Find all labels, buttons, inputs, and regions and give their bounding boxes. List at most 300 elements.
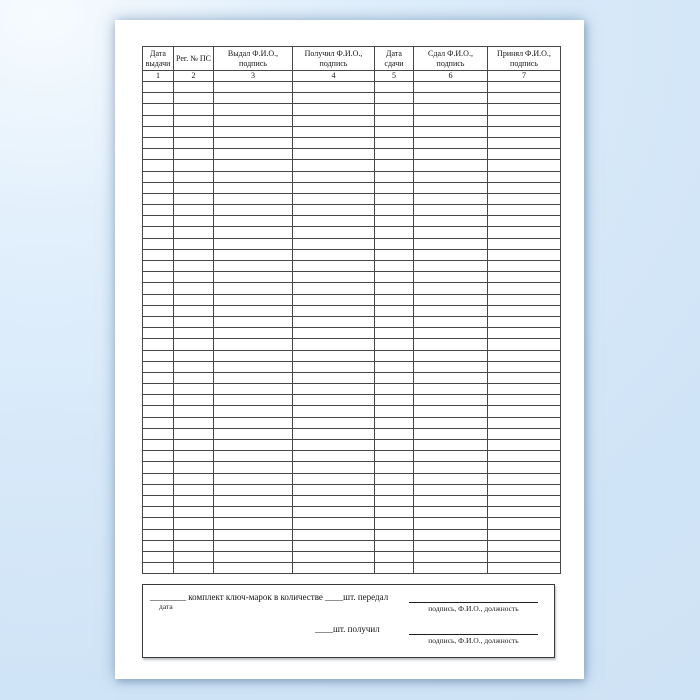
table-cell <box>174 328 214 339</box>
table-cell <box>375 518 414 529</box>
table-cell <box>375 115 414 126</box>
receive-suffix: шт. получил <box>333 624 380 635</box>
table-row <box>143 440 561 451</box>
table-row <box>143 93 561 104</box>
table-cell <box>414 182 488 193</box>
table-cell <box>214 417 293 428</box>
column-header: Рег. № ПС <box>174 47 214 71</box>
table-row <box>143 484 561 495</box>
table-cell <box>375 473 414 484</box>
table-cell <box>174 261 214 272</box>
transfer-line-left <box>150 592 388 611</box>
table-cell <box>414 507 488 518</box>
table-cell <box>375 551 414 562</box>
table-cell <box>375 563 414 574</box>
table-cell <box>143 339 174 350</box>
table-cell <box>375 193 414 204</box>
table-cell <box>293 406 375 417</box>
table-cell <box>214 372 293 383</box>
table-cell <box>375 361 414 372</box>
table-cell <box>293 272 375 283</box>
table-cell <box>414 227 488 238</box>
table-cell <box>174 361 214 372</box>
table-cell <box>143 283 174 294</box>
table-cell <box>414 216 488 227</box>
table-cell <box>375 495 414 506</box>
table-cell <box>214 294 293 305</box>
table-cell <box>488 182 561 193</box>
table-row <box>143 171 561 182</box>
table-row <box>143 261 561 272</box>
table-cell <box>174 193 214 204</box>
table-cell <box>293 216 375 227</box>
table-cell <box>375 149 414 160</box>
table-cell <box>488 137 561 148</box>
table-cell <box>143 238 174 249</box>
table-cell <box>293 160 375 171</box>
table-cell <box>143 272 174 283</box>
table-cell <box>488 384 561 395</box>
table-row <box>143 227 561 238</box>
table-cell <box>414 384 488 395</box>
table-cell <box>214 328 293 339</box>
table-cell <box>293 294 375 305</box>
table-cell <box>488 104 561 115</box>
table-cell <box>143 104 174 115</box>
table-cell <box>214 350 293 361</box>
table-cell <box>414 171 488 182</box>
signature-block-receive <box>409 624 538 645</box>
table-cell <box>488 551 561 562</box>
table-cell <box>214 384 293 395</box>
table-cell <box>488 507 561 518</box>
table-cell <box>375 238 414 249</box>
table-row <box>143 540 561 551</box>
table-cell <box>414 540 488 551</box>
table-cell <box>414 205 488 216</box>
table-cell <box>293 451 375 462</box>
table-cell <box>214 93 293 104</box>
table-cell <box>293 529 375 540</box>
table-cell <box>143 451 174 462</box>
table-cell <box>214 507 293 518</box>
table-cell <box>143 149 174 160</box>
table-cell <box>174 440 214 451</box>
table-row <box>143 126 561 137</box>
table-cell <box>143 473 174 484</box>
table-cell <box>414 305 488 316</box>
table-cell <box>414 451 488 462</box>
table-cell <box>214 193 293 204</box>
table-cell <box>375 249 414 260</box>
table-row <box>143 137 561 148</box>
table-cell <box>488 451 561 462</box>
table-cell <box>174 406 214 417</box>
table-cell <box>143 428 174 439</box>
table-row <box>143 272 561 283</box>
table-cell <box>375 529 414 540</box>
table-cell <box>488 406 561 417</box>
table-row <box>143 507 561 518</box>
table-cell <box>214 563 293 574</box>
column-header: Сдал Ф.И.О., подпись <box>414 47 488 71</box>
table-cell <box>174 283 214 294</box>
table-cell <box>174 473 214 484</box>
table-cell <box>375 294 414 305</box>
table-cell <box>293 440 375 451</box>
table-cell <box>174 339 214 350</box>
table-cell <box>488 518 561 529</box>
table-cell <box>143 182 174 193</box>
table-cell <box>143 82 174 93</box>
table-cell <box>143 372 174 383</box>
table-cell <box>143 115 174 126</box>
table-cell <box>174 294 214 305</box>
table-cell <box>414 249 488 260</box>
qty-blank-transfer: ____ <box>325 592 344 603</box>
table-row <box>143 205 561 216</box>
table-cell <box>293 249 375 260</box>
table-cell <box>214 473 293 484</box>
table-cell <box>214 440 293 451</box>
table-cell <box>375 104 414 115</box>
table-cell <box>293 149 375 160</box>
table-cell <box>293 137 375 148</box>
table-cell <box>293 261 375 272</box>
table-cell <box>414 563 488 574</box>
table-cell <box>488 428 561 439</box>
table-cell <box>143 462 174 473</box>
column-number: 2 <box>174 71 214 82</box>
table-cell <box>488 126 561 137</box>
table-cell <box>214 283 293 294</box>
table-row <box>143 417 561 428</box>
table-cell <box>414 495 488 506</box>
table-cell <box>375 540 414 551</box>
table-cell <box>174 126 214 137</box>
table-cell <box>414 294 488 305</box>
table-cell <box>214 272 293 283</box>
table-cell <box>414 126 488 137</box>
table-cell <box>214 518 293 529</box>
table-cell <box>174 82 214 93</box>
table-cell <box>293 93 375 104</box>
signature-caption: подпись, Ф.И.О., должность <box>428 604 519 614</box>
table-cell <box>174 149 214 160</box>
table-cell <box>414 484 488 495</box>
table-cell <box>174 540 214 551</box>
column-number: 6 <box>414 71 488 82</box>
column-number: 5 <box>375 71 414 82</box>
table-cell <box>293 182 375 193</box>
table-row <box>143 193 561 204</box>
table-cell <box>375 316 414 327</box>
table-cell <box>414 115 488 126</box>
table-cell <box>143 518 174 529</box>
table-row <box>143 384 561 395</box>
table-cell <box>414 316 488 327</box>
table-cell <box>143 395 174 406</box>
table-cell <box>174 137 214 148</box>
table-cell <box>414 160 488 171</box>
table-cell <box>488 205 561 216</box>
table-cell <box>174 205 214 216</box>
table-cell <box>375 182 414 193</box>
table-row <box>143 115 561 126</box>
table-cell <box>143 316 174 327</box>
table-cell <box>174 551 214 562</box>
table-cell <box>174 563 214 574</box>
table-row <box>143 104 561 115</box>
table-cell <box>414 518 488 529</box>
table-cell <box>214 227 293 238</box>
table-cell <box>414 440 488 451</box>
table-cell <box>488 149 561 160</box>
table-cell <box>293 395 375 406</box>
table-cell <box>488 440 561 451</box>
table-cell <box>214 316 293 327</box>
table-cell <box>143 495 174 506</box>
table-cell <box>293 115 375 126</box>
column-number: 7 <box>488 71 561 82</box>
table-cell <box>174 160 214 171</box>
table-cell <box>214 261 293 272</box>
table-cell <box>174 227 214 238</box>
table-cell <box>143 507 174 518</box>
table-cell <box>488 395 561 406</box>
table-cell <box>375 328 414 339</box>
table-cell <box>214 406 293 417</box>
table-cell <box>214 495 293 506</box>
table-cell <box>143 328 174 339</box>
table-row <box>143 551 561 562</box>
table-cell <box>414 372 488 383</box>
table-cell <box>375 137 414 148</box>
table-cell <box>414 473 488 484</box>
column-header: Выдал Ф.И.О., подпись <box>214 47 293 71</box>
table-row <box>143 350 561 361</box>
table-cell <box>214 205 293 216</box>
table-cell <box>293 171 375 182</box>
table-cell <box>214 361 293 372</box>
table-cell <box>143 540 174 551</box>
table-cell <box>488 216 561 227</box>
table-cell <box>488 473 561 484</box>
table-cell <box>375 82 414 93</box>
table-cell <box>375 451 414 462</box>
table-cell <box>414 93 488 104</box>
table-cell <box>488 540 561 551</box>
table-cell <box>293 238 375 249</box>
table-row <box>143 428 561 439</box>
table-cell <box>488 462 561 473</box>
table-cell <box>375 283 414 294</box>
table-cell <box>375 372 414 383</box>
table-cell <box>174 495 214 506</box>
table-cell <box>488 93 561 104</box>
table-cell <box>375 440 414 451</box>
table-cell <box>293 205 375 216</box>
table-cell <box>293 473 375 484</box>
table-row <box>143 305 561 316</box>
table-cell <box>143 406 174 417</box>
table-cell <box>214 160 293 171</box>
table-cell <box>214 529 293 540</box>
column-number: 3 <box>214 71 293 82</box>
table-cell <box>143 193 174 204</box>
table-row <box>143 406 561 417</box>
table-cell <box>375 305 414 316</box>
table-cell <box>414 361 488 372</box>
table-cell <box>143 563 174 574</box>
table-cell <box>214 395 293 406</box>
table-cell <box>414 149 488 160</box>
table-cell <box>143 350 174 361</box>
table-cell <box>488 272 561 283</box>
table-cell <box>174 462 214 473</box>
table-row <box>143 395 561 406</box>
table-row <box>143 328 561 339</box>
table-cell <box>488 283 561 294</box>
table-cell <box>214 484 293 495</box>
table-cell <box>143 361 174 372</box>
table-cell <box>214 540 293 551</box>
table-cell <box>214 339 293 350</box>
column-number-row <box>143 71 561 82</box>
table-cell <box>293 126 375 137</box>
table-cell <box>143 551 174 562</box>
table-cell <box>375 395 414 406</box>
table-cell <box>414 238 488 249</box>
table-cell <box>375 160 414 171</box>
table-cell <box>293 417 375 428</box>
column-header: Дата выдачи <box>143 47 174 71</box>
table-row <box>143 518 561 529</box>
table-cell <box>488 563 561 574</box>
table-cell <box>293 361 375 372</box>
table-cell <box>214 551 293 562</box>
table-row <box>143 283 561 294</box>
table-cell <box>488 339 561 350</box>
table-cell <box>214 126 293 137</box>
table-cell <box>174 451 214 462</box>
table-cell <box>488 372 561 383</box>
table-cell <box>174 417 214 428</box>
table-cell <box>143 160 174 171</box>
table-cell <box>375 126 414 137</box>
table-cell <box>214 238 293 249</box>
table-cell <box>293 350 375 361</box>
column-header: Принял Ф.И.О., подпись <box>488 47 561 71</box>
table-row <box>143 238 561 249</box>
table-row <box>143 451 561 462</box>
table-cell <box>143 417 174 428</box>
table-cell <box>414 339 488 350</box>
table-cell <box>214 182 293 193</box>
table-cell <box>488 305 561 316</box>
table-cell <box>143 171 174 182</box>
table-row <box>143 160 561 171</box>
table-cell <box>293 507 375 518</box>
table-cell <box>293 518 375 529</box>
table-cell <box>143 261 174 272</box>
table-cell <box>488 484 561 495</box>
table-cell <box>143 484 174 495</box>
table-cell <box>214 171 293 182</box>
table-cell <box>143 249 174 260</box>
table-cell <box>293 104 375 115</box>
column-header: Получил Ф.И.О., подпись <box>293 47 375 71</box>
table-cell <box>414 82 488 93</box>
table-cell <box>375 406 414 417</box>
table-cell <box>174 305 214 316</box>
table-row <box>143 495 561 506</box>
table-cell <box>375 216 414 227</box>
table-cell <box>414 551 488 562</box>
table-row <box>143 316 561 327</box>
table-cell <box>488 350 561 361</box>
table-cell <box>488 249 561 260</box>
transfer-line <box>150 592 547 613</box>
table-cell <box>293 227 375 238</box>
table-cell <box>174 395 214 406</box>
key-issue-register-table <box>142 46 561 574</box>
table-cell <box>414 428 488 439</box>
table-row <box>143 462 561 473</box>
table-cell <box>414 417 488 428</box>
table-cell <box>293 283 375 294</box>
table-cell <box>414 261 488 272</box>
table-cell <box>488 238 561 249</box>
table-cell <box>488 328 561 339</box>
table-cell <box>375 417 414 428</box>
signature-line <box>409 624 538 635</box>
table-row <box>143 529 561 540</box>
table-cell <box>414 283 488 294</box>
column-number: 4 <box>293 71 375 82</box>
table-cell <box>293 428 375 439</box>
table-cell <box>214 115 293 126</box>
signature-block-transfer <box>409 592 538 613</box>
table-row <box>143 372 561 383</box>
table-cell <box>488 193 561 204</box>
table-cell <box>375 384 414 395</box>
table-cell <box>293 316 375 327</box>
table-cell <box>293 82 375 93</box>
table-cell <box>174 249 214 260</box>
table-cell <box>293 339 375 350</box>
table-cell <box>214 451 293 462</box>
document-sheet <box>115 20 584 679</box>
table-cell <box>174 316 214 327</box>
table-cell <box>143 305 174 316</box>
table-cell <box>293 193 375 204</box>
table-cell <box>143 384 174 395</box>
table-cell <box>293 305 375 316</box>
table-cell <box>174 529 214 540</box>
table-cell <box>375 462 414 473</box>
table-cell <box>214 149 293 160</box>
table-cell <box>375 350 414 361</box>
transfer-note-box <box>142 584 555 658</box>
receive-line-left <box>315 624 380 634</box>
table-cell <box>488 529 561 540</box>
table-cell <box>174 518 214 529</box>
table-row <box>143 149 561 160</box>
table-cell <box>143 440 174 451</box>
date-caption: дата <box>159 602 173 612</box>
table-cell <box>414 529 488 540</box>
